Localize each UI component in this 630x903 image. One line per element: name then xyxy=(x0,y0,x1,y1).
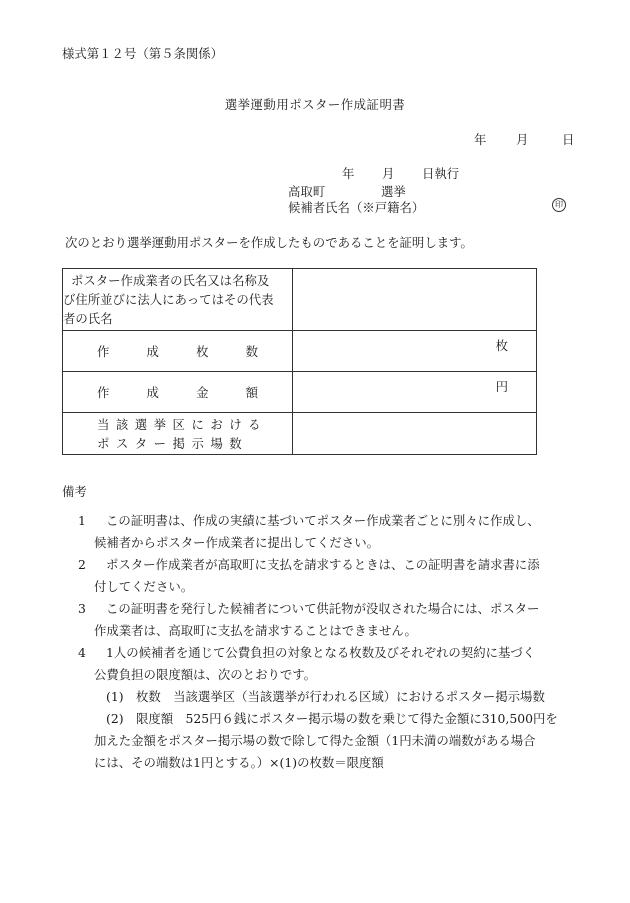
sub-item-limit-cont-2: には、その端数は1円とする。）×(1)の枚数＝限度額 xyxy=(94,755,384,770)
note-item xyxy=(62,554,572,598)
poster-boards-label-cell xyxy=(63,413,293,455)
table-row-poster-boards xyxy=(63,413,537,455)
town-name: 高取町 xyxy=(288,184,326,199)
quantity-label-char-3: 枚 xyxy=(196,344,209,359)
amount-label-cell xyxy=(63,372,293,413)
seal-mark xyxy=(552,196,566,212)
note-text-cont: 付してください。 xyxy=(94,579,194,594)
quantity-label-cell xyxy=(63,331,293,372)
quantity-unit: 枚 xyxy=(495,338,508,353)
quantity-label-char-1: 作 xyxy=(97,344,110,359)
sub-item-limit-cont-1: 加えた金額をポスター掲示場の数で除して得た金額（1円未満の端数がある場合 xyxy=(94,733,536,748)
amount-label-char-3: 金 xyxy=(196,385,209,400)
document-title: 選挙運動用ポスター作成証明書 xyxy=(224,97,406,112)
note-text: この証明書を発行した候補者について供託物が没収された場合には、ポスター xyxy=(106,601,540,616)
notes-heading: 備考 xyxy=(62,484,87,499)
table-row-quantity xyxy=(63,331,537,372)
note-text: ポスター作成業者が高取町に支払を請求するときは、この証明書を請求書に添 xyxy=(106,557,540,572)
quantity-label xyxy=(63,342,292,360)
note-number: 1 xyxy=(78,513,86,528)
amount-label-char-2: 成 xyxy=(146,385,159,400)
note-number: 2 xyxy=(78,557,86,572)
note-text-cont: 候補者からポスター作成業者に提出してください。 xyxy=(94,535,379,550)
note-text: 1人の候補者を通じて公費負担の対象となる枚数及びそれぞれの契約に基づく xyxy=(106,645,536,660)
contractor-label-cell xyxy=(63,269,293,331)
amount-value-cell[interactable] xyxy=(293,372,537,413)
intro-text: 次のとおり選挙運動用ポスターを作成したものであることを証明します。 xyxy=(65,235,473,250)
notes-section xyxy=(62,482,572,774)
amount-label-char-1: 作 xyxy=(97,385,110,400)
note-sub-items xyxy=(62,686,572,774)
election-day-label: 日執行 xyxy=(422,166,460,181)
candidate-name-label: 候補者氏名（※戸籍名） xyxy=(288,200,425,215)
amount-unit: 円 xyxy=(495,379,508,394)
note-text-cont: 公費負担の限度額は、次のとおりです。 xyxy=(94,667,317,682)
note-number: 4 xyxy=(78,645,86,660)
quantity-value-cell[interactable] xyxy=(293,331,537,372)
quantity-label-char-2: 成 xyxy=(146,344,159,359)
sub-item-quantity: (1) 枚数 当該選挙区（当該選挙が行われる区域）におけるポスター掲示場数 xyxy=(106,689,545,704)
note-item xyxy=(62,510,572,554)
certification-table xyxy=(62,268,537,455)
election-label: 選挙 xyxy=(381,184,406,199)
note-text: この証明書は、作成の実績に基づいてポスター作成業者ごとに別々に作成し、 xyxy=(106,513,540,528)
issue-year-label: 年 xyxy=(474,132,487,147)
contractor-label-line-3: 者の氏名 xyxy=(63,311,113,326)
note-item xyxy=(62,598,572,642)
contractor-label-line-1: ポスター作成業者の氏名又は名称及 xyxy=(71,273,270,288)
seal-icon: 印 xyxy=(552,198,566,212)
poster-boards-label-line-2: ポスター掲示場数 xyxy=(97,435,249,451)
issue-day-label: 日 xyxy=(562,132,575,147)
form-number: 様式第１２号（第５条関係） xyxy=(62,46,224,61)
table-row-contractor xyxy=(63,269,537,331)
contractor-value-cell[interactable] xyxy=(293,269,537,331)
table-row-amount xyxy=(63,372,537,413)
election-month-label: 月 xyxy=(382,166,395,181)
election-year-label: 年 xyxy=(342,166,355,181)
note-text-cont: 作成業者は、高取町に支払を請求することはできません。 xyxy=(94,623,417,638)
quantity-label-char-4: 数 xyxy=(245,344,258,359)
amount-label-char-4: 額 xyxy=(245,385,258,400)
poster-boards-value-cell[interactable] xyxy=(293,413,537,455)
contractor-label-line-2: び住所並びに法人にあってはその代表 xyxy=(63,292,274,307)
note-number: 3 xyxy=(78,601,86,616)
poster-boards-label-line-1: 当該選挙区における xyxy=(97,416,268,432)
amount-label xyxy=(63,383,292,401)
sub-item-limit: (2) 限度額 525円６銭にポスター掲示場の数を乗じて得た金額に310,500円を xyxy=(106,711,558,726)
issue-month-label: 月 xyxy=(516,132,529,147)
note-item xyxy=(62,642,572,686)
